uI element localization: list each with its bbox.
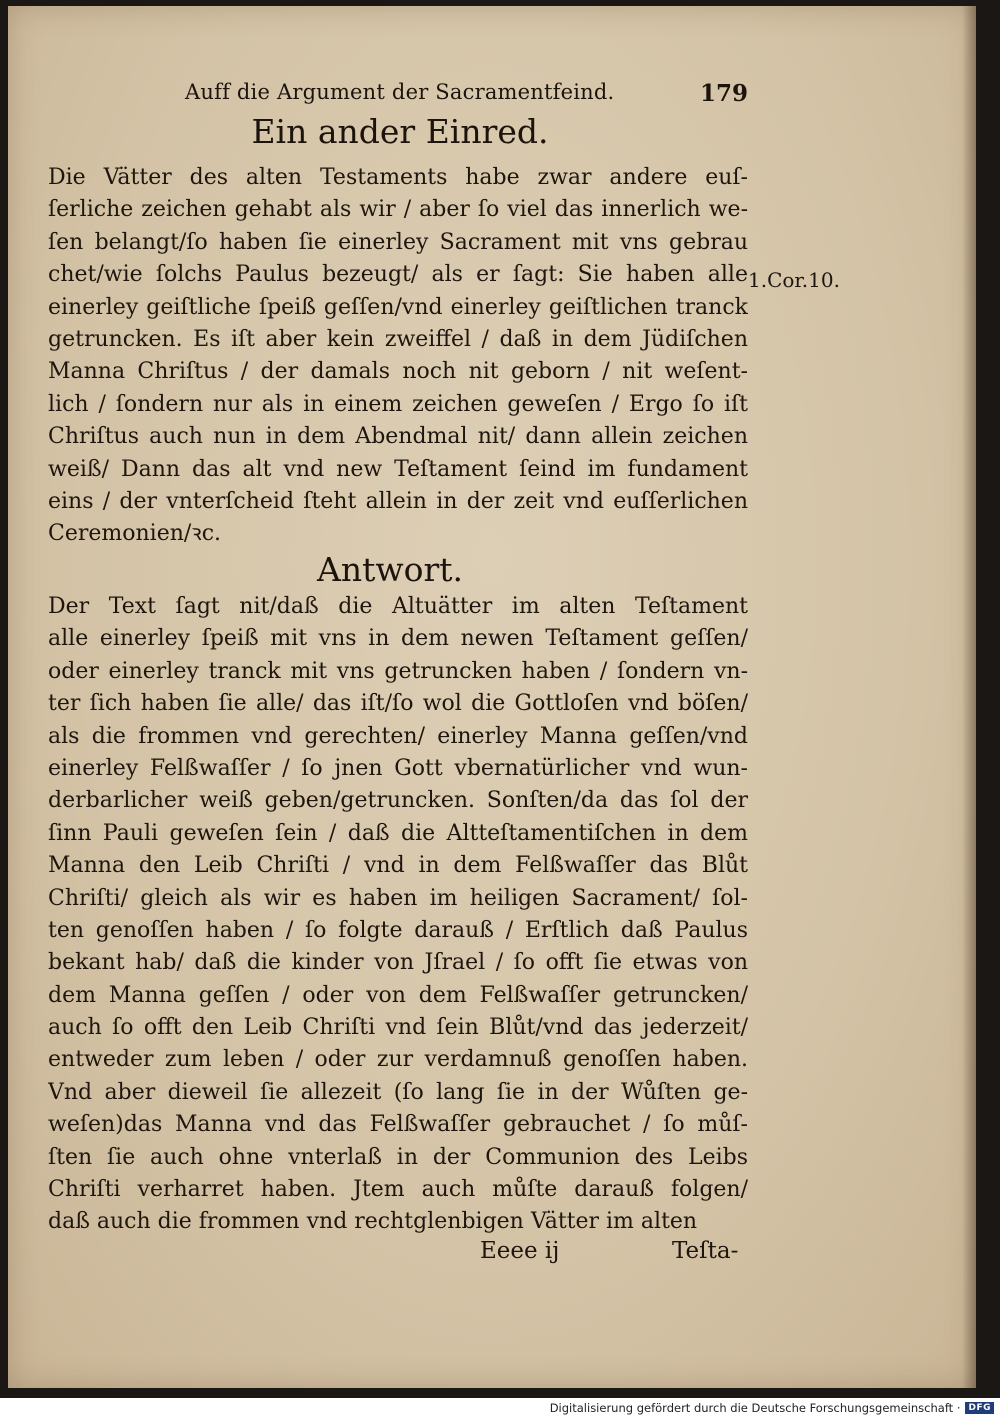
einred-line: chet/wie ſolchs Paulus bezeugt/ als er ſagt: Sie haben alle xyxy=(48,262,748,288)
antwort-line: entweder zum leben / oder zur verdamnuß genoſſen haben. xyxy=(48,1047,748,1073)
einred-line: weiß/ Dann das alt vnd new Teſtament ſeind im fundament xyxy=(48,456,748,482)
paragraph-einred xyxy=(48,162,748,551)
catchword: Teſta- xyxy=(672,1238,739,1264)
credit-text: Digitalisierung gefördert durch die Deutsche Forschungsgemeinschaft · xyxy=(549,1401,961,1415)
antwort-line: Chriſti/ gleich als wir es haben im heiligen Sacrament/ ſol- xyxy=(48,885,748,911)
einred-line: lich / ſondern nur als in einem zeichen geweſen / Ergo ſo iſt xyxy=(48,391,748,417)
antwort-line: Der Text ſagt nit/daß die Altuätter im alten Teſtament xyxy=(48,594,748,619)
einred-line: ſen belangt/ſo haben ſie einerley Sacrament mit vns gebrau xyxy=(48,229,748,255)
antwort-line: derbarlicher weiß geben/getruncken. Sonſten/da das ſol der xyxy=(48,788,748,814)
antwort-line: ſten ſie auch ohne vnterlaß in der Communion des Leibs xyxy=(48,1144,748,1170)
paragraph-antwort xyxy=(48,591,748,1239)
section-heading-einred: Ein ander Einred. xyxy=(251,112,549,151)
page-edge-shadow xyxy=(962,6,976,1388)
einred-line: eins / der vnterſcheid ſteht allein in der zeit vnd euſſerlichen xyxy=(48,488,748,514)
digitization-credit xyxy=(550,1401,994,1415)
antwort-line: Manna den Leib Chriſti / vnd in dem Felßwaſſer das Blůt xyxy=(48,853,748,879)
einred-line: Manna Chriſtus / der damals noch nit geborn / nit weſent- xyxy=(48,359,748,385)
einred-line: einerley geiſtliche ſpeiß geſſen/vnd einerley geiſtlichen tranck xyxy=(48,294,748,320)
antwort-line: weſen)das Manna vnd das Felßwaſſer gebrauchet / ſo můſ- xyxy=(48,1112,748,1138)
antwort-line: daß auch die frommen vnd rechtglenbigen Vätter im alten xyxy=(48,1209,698,1235)
antwort-line: alle einerley ſpeiß mit vns in dem newen Teſtament geſſen/ xyxy=(48,626,748,652)
antwort-line: bekant hab/ daß die kinder von Jſrael / ſo offt ſie etwas von xyxy=(48,950,748,976)
einred-line: Die Vätter des alten Testaments habe zwar andere euſ- xyxy=(48,165,748,190)
antwort-line: Vnd aber dieweil ſie allezeit (ſo lang ſie in der Wůſten ge- xyxy=(48,1079,748,1105)
antwort-line: ſinn Pauli geweſen ſein / daß die Altteſtamentiſchen in dem xyxy=(48,820,748,846)
page-number: 179 xyxy=(700,80,749,107)
antwort-line: ten genoſſen haben / ſo folgte darauß / Erſtlich daß Paulus xyxy=(48,917,748,943)
signature-mark: Eeee ij xyxy=(480,1238,560,1264)
antwort-line: ter ſich haben ſie alle/ das iſt/ſo wol die Gottloſen vnd böſen/ xyxy=(48,691,748,717)
antwort-line: Chriſti verharret haben. Jtem auch můſte darauß folgen/ xyxy=(48,1177,748,1203)
antwort-line: oder einerley tranck mit vns getruncken haben / ſondern vn- xyxy=(48,658,748,684)
einred-line: ſerliche zeichen gehabt als wir / aber ſo viel das innerlich we- xyxy=(48,197,748,223)
antwort-line: als die frommen vnd gerechten/ einerley Manna geſſen/vnd xyxy=(48,723,748,749)
running-head: Auff die Argument der Sacramentfeind. xyxy=(185,80,615,104)
antwort-line: auch ſo offt den Leib Chriſti vnd ſein Blůt/vnd das jederzeit/ xyxy=(48,1015,748,1041)
antwort-line: einerley Felßwaſſer / ſo jnen Gott vbernatürlicher vnd wun- xyxy=(48,755,748,781)
einred-line: Chriſtus auch nun in dem Abendmal nit/ dann allein zeichen xyxy=(48,424,748,450)
margin-note: 1.Cor.10. xyxy=(748,268,840,292)
antwort-line: dem Manna geſſen / oder von dem Felßwaſſer getruncken/ xyxy=(48,982,748,1008)
section-heading-antwort: Antwort. xyxy=(317,550,463,589)
einred-line: Ceremonien/ꝛc. xyxy=(48,521,222,547)
dfg-logo: DFG xyxy=(965,1402,994,1414)
einred-line: getruncken. Es iſt aber kein zweiffel / daß in dem Jüdiſchen xyxy=(48,326,748,352)
